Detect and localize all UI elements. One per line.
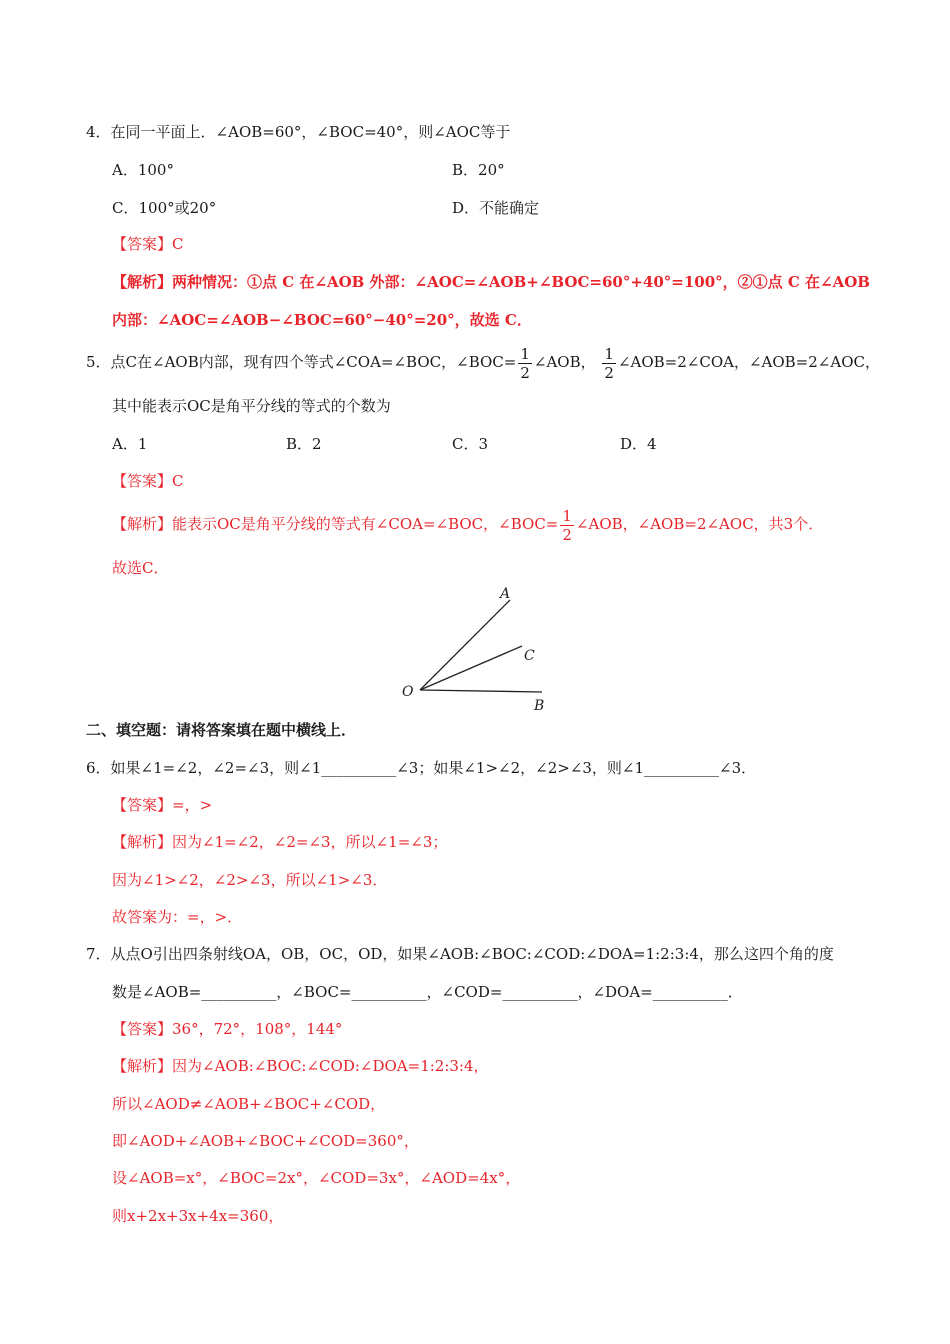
label-a: A	[500, 586, 511, 602]
q5-stem-part2: ∠AOB，	[533, 353, 596, 371]
angle-figure	[398, 584, 558, 716]
q7-analysis-line4: 设∠AOB=x°，∠BOC=2x°，∠COD=3x°，∠AOD=4x°，	[112, 1169, 521, 1187]
q7-analysis-line5: 则x+2x+3x+4x=360，	[112, 1207, 284, 1225]
ray-oa	[420, 600, 510, 690]
q7-analysis-line2: 所以∠AOD≠∠AOB+∠BOC+∠COD，	[112, 1095, 386, 1113]
ray-ob	[420, 690, 542, 692]
q5-analysis-line2: 故选C．	[112, 559, 169, 577]
q5-option-a: A．1	[112, 435, 148, 453]
q5-stem-part1: 5．点C在∠AOB内部，现有四个等式∠COA=∠BOC，∠BOC=	[86, 353, 517, 371]
q5-analysis-line1	[112, 504, 823, 544]
q6-analysis-line2: 因为∠1>∠2，∠2>∠3，所以∠1>∠3．	[112, 871, 388, 889]
q4-analysis-line1: 【解析】两种情况：①点 C 在∠AOB 外部：∠AOC=∠AOB+∠BOC=60°+40°=100°，②①点 C 在∠AOB	[112, 273, 870, 291]
q4-analysis-line2: 内部：∠AOC=∠AOB−∠BOC=60°−40°=20°，故选 C．	[112, 311, 532, 329]
q6-stem: 6．如果∠1=∠2，∠2=∠3，则∠1__________∠3；如果∠1>∠2，∠2>∠3，则∠1__________∠3．	[86, 759, 757, 777]
q4-option-a: A．100°	[112, 161, 174, 179]
q4-option-c: C．100°或20°	[112, 199, 217, 217]
label-o: O	[402, 684, 414, 700]
q5-fraction-half-2: $\frac{1}{2}$	[604, 344, 614, 382]
q7-answer: 【答案】36°，72°，108°，144°	[112, 1020, 343, 1038]
q4-option-b: B．20°	[452, 161, 505, 179]
q5-stem-line2: 其中能表示OC是角平分线的等式的个数为	[112, 397, 391, 415]
q5-fraction-half: $\frac{1}{2}$	[520, 344, 530, 382]
label-b: B	[534, 698, 545, 714]
q4-option-d: D．不能确定	[452, 199, 540, 217]
q5-analysis-part2: ∠AOB，∠AOB=2∠AOC，共3个．	[575, 515, 824, 533]
q5-stem	[86, 342, 880, 382]
q5-stem-part3: ∠AOB=2∠COA，∠AOB=2∠AOC，	[617, 353, 880, 371]
q7-stem-line2: 数是∠AOB=__________，∠BOC=__________，∠COD=__________，∠DOA=__________．	[112, 983, 743, 1001]
q5-analysis-fraction: $\frac{1}{2}$	[562, 506, 572, 544]
q5-answer: 【答案】C	[112, 472, 184, 490]
q4-stem: 4．在同一平面上．∠AOB=60°，∠BOC=40°，则∠AOC等于	[86, 123, 511, 141]
q5-option-d: D．4	[620, 435, 657, 453]
q5-option-c: C．3	[452, 435, 489, 453]
label-c: C	[524, 648, 535, 664]
q7-analysis-line1: 【解析】因为∠AOB:∠BOC:∠COD:∠DOA=1:2:3:4，	[112, 1057, 489, 1075]
q6-analysis-line3: 故答案为：=，>．	[112, 908, 243, 926]
q7-analysis-line3: 即∠AOD+∠AOB+∠BOC+∠COD=360°，	[112, 1132, 419, 1150]
q7-stem-line1: 7．从点O引出四条射线OA，OB，OC，OD，如果∠AOB:∠BOC:∠COD:∠DOA=1:2:3:4，那么这四个角的度	[86, 945, 834, 963]
q6-analysis-line1: 【解析】因为∠1=∠2，∠2=∠3，所以∠1=∠3；	[112, 833, 448, 851]
ray-oc	[420, 646, 522, 690]
q6-answer: 【答案】=，>	[112, 796, 213, 814]
q5-option-b: B．2	[286, 435, 322, 453]
q4-answer: 【答案】C	[112, 235, 184, 253]
section-title: 二、填空题：请将答案填在题中横线上．	[86, 721, 357, 739]
q5-analysis-part1: 【解析】能表示OC是角平分线的等式有∠COA=∠BOC，∠BOC=	[112, 515, 559, 533]
